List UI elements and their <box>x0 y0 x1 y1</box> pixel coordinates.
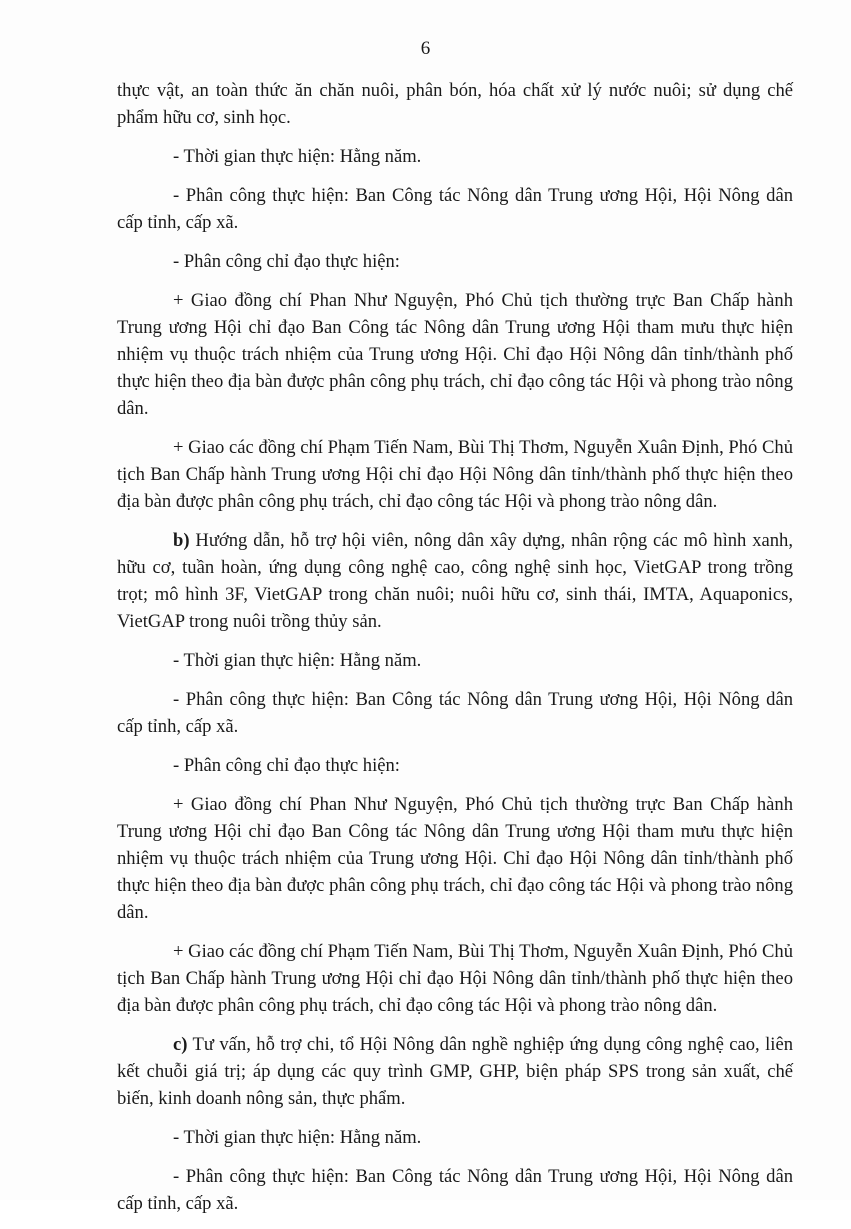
paragraph-assignment <box>117 686 793 740</box>
paragraph-timeline <box>117 647 793 674</box>
paragraph-text: - Thời gian thực hiện: Hằng năm. <box>173 650 422 671</box>
paragraph-text: + Giao các đồng chí Phạm Tiến Nam, Bùi Thị Thơm, Nguyễn Xuân Định, Phó Chủ tịch Ban Chấp hành Trung ương Hội chỉ đạo Hội Nông dân tỉnh/thành phố thực hiện theo địa bàn được phân công phụ trách, chỉ đạo công tác Hội và phong trào nông dân. <box>117 941 793 1016</box>
paragraph-text: - Thời gian thực hiện: Hằng năm. <box>173 146 422 167</box>
paragraph-text: - Phân công thực hiện: Ban Công tác Nông dân Trung ương Hội, Hội Nông dân cấp tỉnh, cấp xã. <box>117 185 793 233</box>
paragraph-section-c <box>117 1031 793 1112</box>
paragraph-text: - Phân công thực hiện: Ban Công tác Nông dân Trung ương Hội, Hội Nông dân cấp tỉnh, cấp xã. <box>117 1166 793 1214</box>
paragraph-text: + Giao các đồng chí Phạm Tiến Nam, Bùi Thị Thơm, Nguyễn Xuân Định, Phó Chủ tịch Ban Chấp hành Trung ương Hội chỉ đạo Hội Nông dân tỉnh/thành phố thực hiện theo địa bàn được phân công phụ trách, chỉ đạo công tác Hội và phong trào nông dân. <box>117 437 793 512</box>
paragraph-direction-heading <box>117 752 793 779</box>
paragraph-direction-heading <box>117 248 793 275</box>
paragraph-text: - Thời gian thực hiện: Hằng năm. <box>173 1127 422 1148</box>
section-label: b) <box>173 530 190 551</box>
paragraph-text: - Phân công thực hiện: Ban Công tác Nông dân Trung ương Hội, Hội Nông dân cấp tỉnh, cấp xã. <box>117 689 793 737</box>
paragraph-direction-item <box>117 791 793 926</box>
paragraph-text: thực vật, an toàn thức ăn chăn nuôi, phân bón, hóa chất xử lý nước nuôi; sử dụng chế phẩm hữu cơ, sinh học. <box>117 80 793 128</box>
paragraph-text: Tư vấn, hỗ trợ chi, tổ Hội Nông dân nghề nghiệp ứng dụng công nghệ cao, liên kết chuỗi giá trị; áp dụng các quy trình GMP, GHP, biện pháp SPS trong sản xuất, chế biến, kinh doanh nông sản, thực phẩm. <box>117 1034 793 1109</box>
paragraph-direction-item <box>117 287 793 422</box>
paragraph-text: Hướng dẫn, hỗ trợ hội viên, nông dân xây dựng, nhân rộng các mô hình xanh, hữu cơ, tuần hoàn, ứng dụng công nghệ cao, công nghệ sinh học, VietGAP trong trồng trọt; mô hình 3F, VietGAP trong chăn nuôi; nuôi hữu cơ, sinh thái, IMTA, Aquaponics, VietGAP trong nuôi trồng thủy sản. <box>117 530 793 632</box>
paragraph-text: + Giao đồng chí Phan Như Nguyện, Phó Chủ tịch thường trực Ban Chấp hành Trung ương Hội chỉ đạo Ban Công tác Nông dân Trung ương Hội tham mưu thực hiện nhiệm vụ thuộc trách nhiệm của Trung ương Hội. Chỉ đạo Hội Nông dân tỉnh/thành phố thực hiện theo địa bàn được phân công phụ trách, chỉ đạo công tác Hội và phong trào nông dân. <box>117 290 793 419</box>
document-body <box>117 77 793 1229</box>
paragraph-assignment <box>117 1163 793 1217</box>
paragraph-section-b <box>117 527 793 635</box>
paragraph-text: - Phân công chỉ đạo thực hiện: <box>173 251 400 272</box>
paragraph-assignment <box>117 182 793 236</box>
paragraph-timeline <box>117 1124 793 1151</box>
section-label: c) <box>173 1034 188 1055</box>
page-number: 6 <box>420 38 431 59</box>
paragraph-text: - Phân công chỉ đạo thực hiện: <box>173 755 400 776</box>
paragraph-direction-item <box>117 938 793 1019</box>
paragraph-direction-item <box>117 434 793 515</box>
paragraph-continuation <box>117 77 793 131</box>
paragraph-timeline <box>117 143 793 170</box>
paragraph-text: + Giao đồng chí Phan Như Nguyện, Phó Chủ tịch thường trực Ban Chấp hành Trung ương Hội chỉ đạo Ban Công tác Nông dân Trung ương Hội tham mưu thực hiện nhiệm vụ thuộc trách nhiệm của Trung ương Hội. Chỉ đạo Hội Nông dân tỉnh/thành phố thực hiện theo địa bàn được phân công phụ trách, chỉ đạo công tác Hội và phong trào nông dân. <box>117 794 793 923</box>
